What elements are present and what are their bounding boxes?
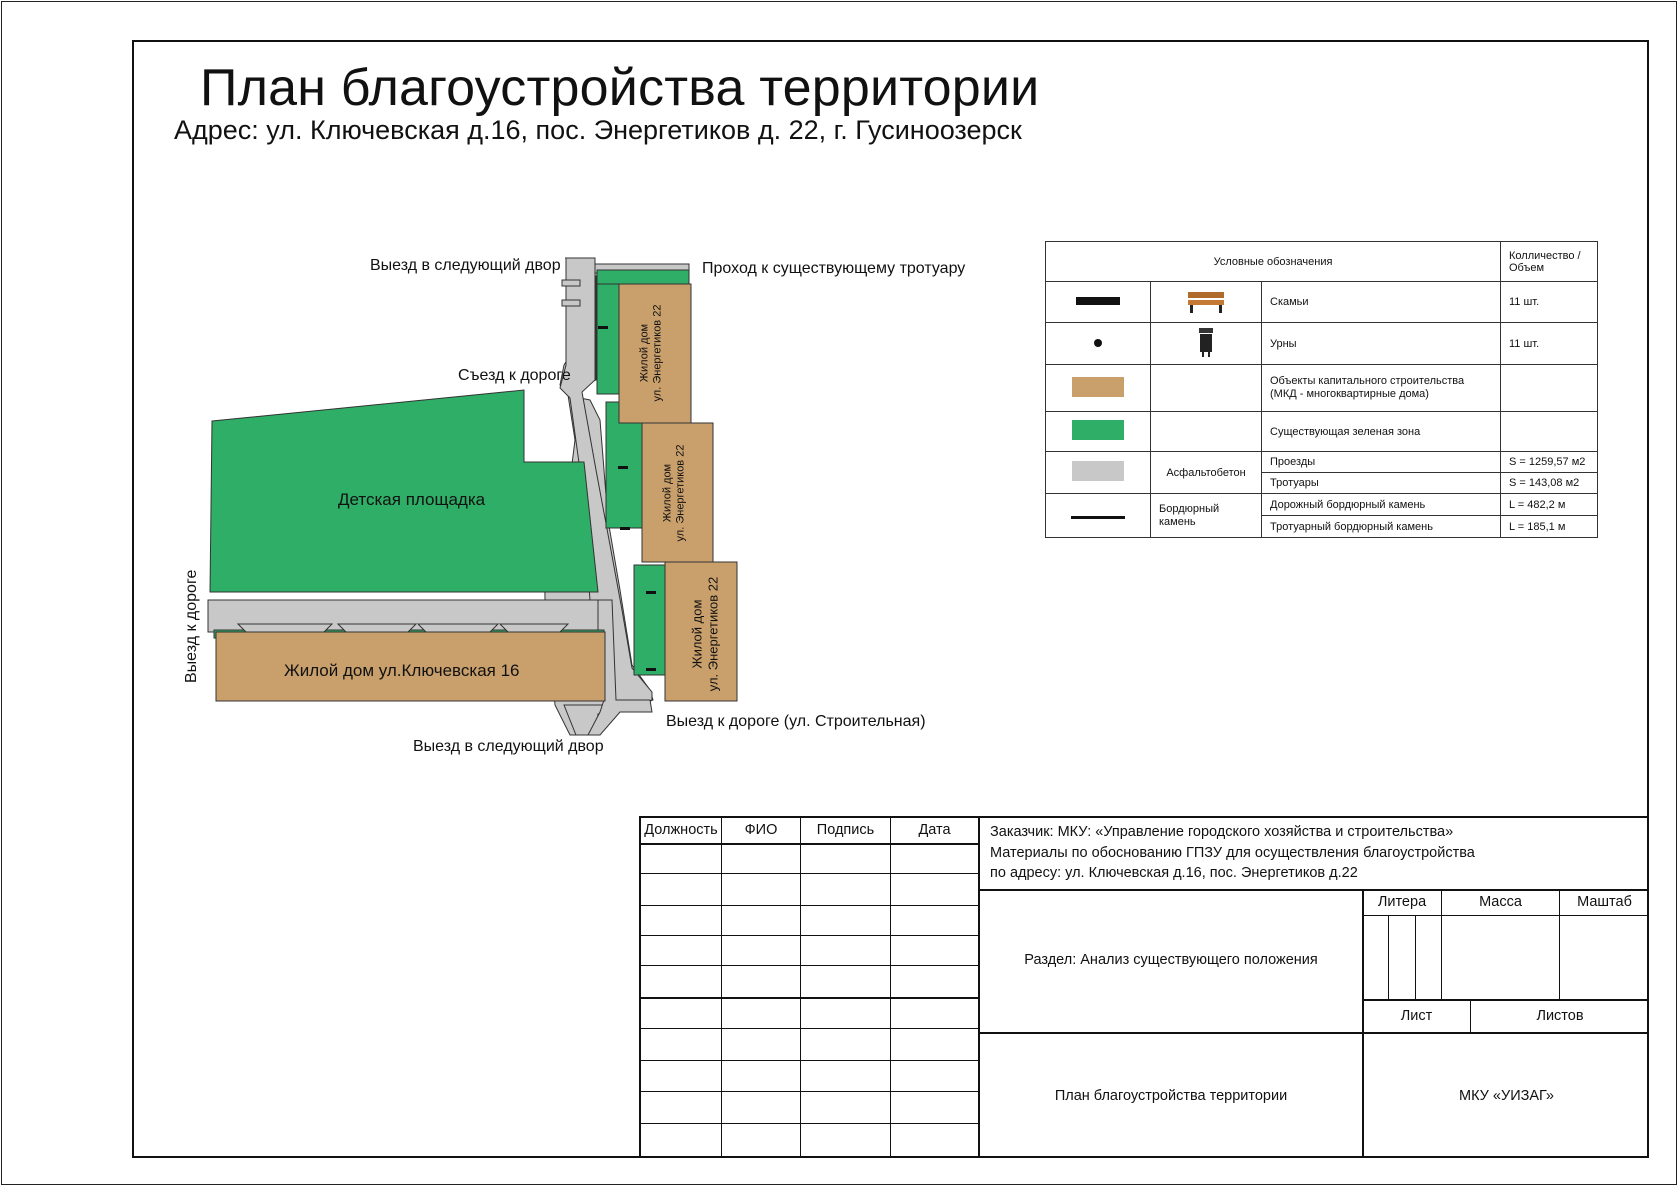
legend-sidewalks-qty: S = 143,08 м2 [1501, 473, 1598, 494]
asphalt-stub-2 [562, 300, 580, 306]
legend-sidewalk-curb-qty: L = 185,1 м [1501, 516, 1598, 538]
tb-scale: Маштаб [1577, 894, 1632, 910]
legend-driveways-label: Проезды [1262, 452, 1501, 473]
legend-table [1045, 241, 1598, 538]
label-exit-stroitelnaya: Выезд к дороге (ул. Строительная) [666, 713, 926, 730]
legend-sidewalk-curb-label: Тротуарный бордюрный камень [1262, 516, 1501, 538]
legend-benches-qty: 11 шт. [1501, 282, 1598, 323]
tb-massa: Масса [1479, 894, 1522, 910]
legend-benches-label: Скамьи [1262, 282, 1501, 323]
green-swatch [1046, 412, 1151, 452]
tb-col-name: ФИО [744, 822, 778, 838]
tb-sheets: Листов [1536, 1008, 1584, 1024]
bench-symbol [1046, 282, 1151, 323]
label-exit-next-yard-top: Выезд в следующий двор [370, 257, 561, 274]
tb-col-signature: Подпись [816, 822, 875, 838]
parking-notches [238, 624, 568, 632]
legend-buildings-label: Объекты капитального строительства (МКД - многоквартирные дома) [1262, 365, 1501, 412]
label-descent-to-road: Съезд к дороге [458, 367, 571, 384]
legend-driveways-qty: S = 1259,57 м2 [1501, 452, 1598, 473]
label-house-klyuchevskaya: Жилой дом ул.Ключевская 16 [284, 661, 520, 680]
legend-sidewalks-label: Тротуары [1262, 473, 1501, 494]
green-strip-1 [597, 284, 619, 394]
tb-drawing-name: План благоустройства территории [1054, 1088, 1288, 1104]
legend-urns-qty: 11 шт. [1501, 323, 1598, 365]
label-exit-next-yard-bottom: Выезд в следующий двор [413, 738, 604, 755]
legend-green-label: Существующая зеленая зона [1262, 412, 1501, 452]
label-playground: Детская площадка [338, 490, 486, 509]
label-building-energetikov-1: Жилой дом ул. Энергетиков 22 [638, 304, 664, 402]
label-passage-to-sidewalk: Проход к существующему тротуару [702, 260, 966, 277]
label-building-energetikov-3: Жилой дом ул. Энергетиков 22 [689, 576, 721, 692]
legend-urns-label: Урны [1262, 323, 1501, 365]
urn-symbol [1046, 323, 1151, 365]
legend-asphalt-group: Асфальтобетон [1151, 452, 1262, 494]
tb-col-date: Дата [918, 822, 951, 838]
legend-header-quantity: Колличество / Объем [1501, 242, 1598, 282]
tb-sheet: Лист [1400, 1008, 1433, 1024]
tb-section: Раздел: Анализ существующего положения [1024, 952, 1318, 968]
legend-buildings-qty [1501, 365, 1598, 412]
tb-customer: Заказчик: МКУ: «Управление городского хозяйства и строительства» [990, 824, 1454, 840]
tb-organization: МКУ «УИЗАГ» [1458, 1088, 1554, 1104]
label-exit-to-road-left: Выезд к дороге [183, 569, 200, 683]
legend-road-curb-qty: L = 482,2 м [1501, 494, 1598, 516]
tb-materials-1: Материалы по обоснованию ГПЗУ для осуществления благоустройства [990, 845, 1475, 861]
tb-materials-2: по адресу: ул. Ключевская д.16, пос. Энергетиков д.22 [990, 865, 1358, 881]
label-building-energetikov-2: Жилой дом ул. Энергетиков 22 [661, 444, 687, 542]
title-block [639, 816, 1649, 1158]
asphalt-swatch [1046, 452, 1151, 494]
tb-col-position: Должность [644, 822, 718, 838]
building-swatch [1046, 365, 1151, 412]
tb-litera: Литера [1377, 894, 1427, 910]
legend-curb-group: Бордюрный камень [1151, 494, 1262, 538]
asphalt-stub-1 [562, 280, 580, 286]
green-strip-top [597, 270, 689, 284]
legend-green-qty [1501, 412, 1598, 452]
urn-icon [1151, 323, 1262, 365]
bench-icon [1151, 282, 1262, 323]
curb-symbol [1046, 494, 1151, 538]
address-subtitle: Адрес: ул. Ключевская д.16, пос. Энергетиков д. 22, г. Гусиноозерск [174, 115, 1022, 145]
legend-header-symbols: Условные обозначения [1046, 242, 1501, 282]
green-strip-3 [634, 565, 666, 675]
page-title: План благоустройства территории [200, 59, 1040, 117]
legend-road-curb-label: Дорожный бордюрный камень [1262, 494, 1501, 516]
